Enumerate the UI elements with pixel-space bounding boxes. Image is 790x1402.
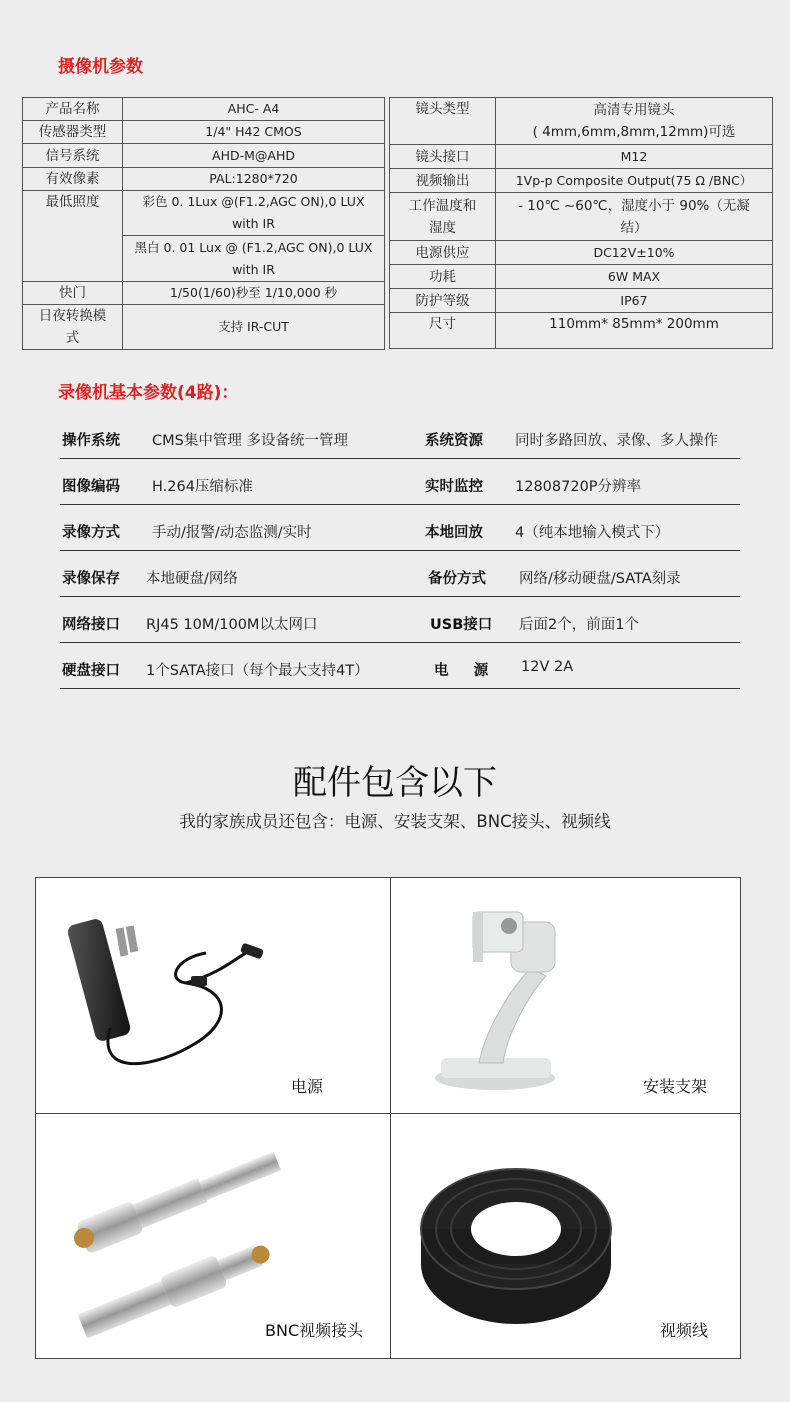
nvr-key: 网络接口 [62,617,120,633]
nvr-value: 12V 2A [521,659,574,675]
spec-value: IP67 [496,289,773,313]
nvr-section-title: 录像机基本参数(4路)： [58,383,239,403]
nvr-row [60,413,740,459]
accessories-title: 配件包含以下 [293,763,497,803]
spec-label: 信号系统 [23,144,123,168]
accessories-grid [35,877,741,1359]
nvr-value: 网络/移动硬盘/SATA刻录 [519,571,681,587]
spec-label-line: 工作温度和 [408,197,477,214]
spec-value-line: with IR [232,261,275,277]
spec-value-line: 结） [620,219,648,236]
spec-label: 电源供应 [390,241,496,265]
nvr-value: CMS集中管理 多设备统一管理 [152,433,348,449]
spec-label: 视频输出 [390,169,496,193]
spec-value [123,191,385,236]
camera-section-title: 摄像机参数 [58,57,143,77]
spec-label: 产品名称 [23,98,123,121]
camera-spec-table-right [389,97,773,349]
spec-label-line: 日夜转换模 [38,308,107,324]
accessory-label: BNC视频接头 [265,1321,364,1340]
nvr-key: 录像保存 [62,571,120,587]
accessories-subtitle: 我的家族成员还包含：电源、安装支架、BNC接头、视频线 [179,812,611,831]
spec-label: 防护等级 [390,289,496,313]
nvr-value: 同时多路回放、录像、多人操作 [515,433,718,449]
accessory-label: 电源 [291,1077,324,1096]
nvr-key: 实时监控 [425,479,483,495]
nvr-value: 4（纯本地输入模式下） [515,525,670,541]
spec-label-line: 湿度 [429,219,456,236]
spec-value-line: - 10℃ ~60℃，湿度小于 90%（无凝 [518,197,750,214]
spec-label: 最低照度 [23,191,123,282]
nvr-row [60,505,740,551]
spec-value-line: with IR [232,216,275,231]
nvr-row [60,597,740,643]
spec-value: 1/4" H42 CMOS [123,121,385,144]
nvr-spec-list [60,413,740,689]
spec-value: 110mm* 85mm* 200mm [496,313,773,349]
nvr-value: RJ45 10M/100M以太网口 [146,617,318,633]
spec-value: AHD-M@AHD [123,144,385,168]
spec-value [496,98,773,145]
spec-label: 功耗 [390,265,496,289]
spec-label: 传感器类型 [23,121,123,144]
spec-label: 镜头类型 [390,98,496,145]
spec-value: 1/50(1/60)秒至 1/10,000 秒 [123,282,385,305]
nvr-value: 手动/报警/动态监测/实时 [152,525,312,541]
spec-label [23,305,123,350]
nvr-row [60,643,740,689]
nvr-row [60,459,740,505]
accessory-power [36,878,390,1113]
nvr-key: 录像方式 [62,525,120,541]
camera-spec-table-left [22,97,385,350]
spec-label: 有效像素 [23,168,123,191]
nvr-key: USB接口 [430,617,493,633]
nvr-value: 后面2个，前面1个 [519,617,639,633]
spec-label: 快门 [23,282,123,305]
spec-label-line: 式 [65,330,80,346]
nvr-key: 操作系统 [62,433,120,449]
spec-value: PAL:1280*720 [123,168,385,191]
spec-value-line: 高清专用镜头 [593,102,675,118]
accessory-label: 视频线 [660,1321,709,1340]
nvr-row [60,551,740,597]
nvr-key: 图像编码 [62,479,120,495]
spec-value [123,236,385,282]
accessory-cable [391,1114,740,1358]
spec-value: 支持 IR-CUT [123,305,385,350]
accessory-bracket [391,878,740,1113]
spec-value: 6W MAX [496,265,773,289]
spec-value: 1Vp-p Composite Output(75 Ω /BNC） [496,169,773,193]
accessory-label: 安装支架 [643,1077,708,1096]
nvr-key: 硬盘接口 [62,663,120,679]
nvr-key: 电 源 [434,663,489,679]
nvr-value: 12808720P分辨率 [515,479,642,495]
nvr-key: 备份方式 [428,571,486,587]
spec-value-line: 彩色 0. 1Lux @(F1.2,AGC ON),0 LUX [142,194,365,209]
nvr-key: 本地回放 [425,525,483,541]
nvr-value: 本地硬盘/网络 [146,571,238,587]
spec-value-line: 黑白 0. 01 Lux @ (F1.2,AGC ON),0 LUX [134,239,373,255]
power-adapter-icon [36,878,390,1113]
nvr-key: 系统资源 [425,433,483,449]
spec-value-line: ( 4mm,6mm,8mm,12mm)可选 [532,124,736,140]
accessory-bnc [36,1114,390,1358]
spec-value: M12 [496,145,773,169]
nvr-value: H.264压缩标准 [152,479,253,495]
spec-label [390,193,496,241]
spec-value: DC12V±10% [496,241,773,265]
spec-label: 镜头接口 [390,145,496,169]
spec-value [496,193,773,241]
spec-label: 尺寸 [390,313,496,349]
spec-value: AHC- A4 [123,98,385,121]
nvr-value: 1个SATA接口（每个最大支持4T） [146,663,369,679]
